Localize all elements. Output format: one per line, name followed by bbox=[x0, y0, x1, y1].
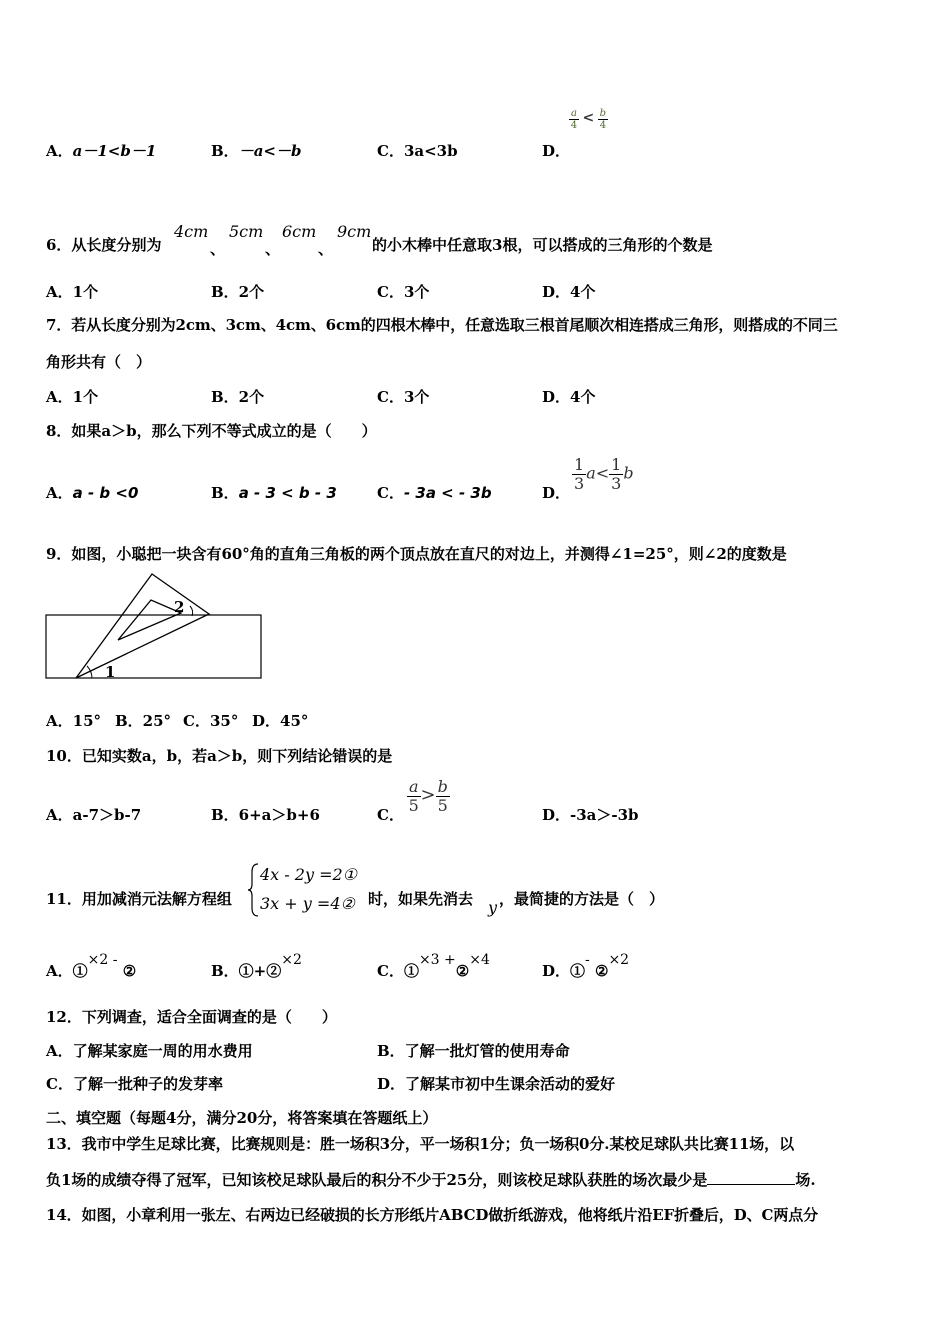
q11-option-b: B．①+②×2 bbox=[211, 952, 302, 980]
q9-stem: 9．如图，小聪把一块含有60°角的直角三角板的两个顶点放在直尺的对边上，并测得∠1=25°，则∠2的度数是 bbox=[46, 545, 787, 563]
q10-option-b: B．6+a＞b+6 bbox=[211, 806, 320, 824]
q6-option-c: C．3个 bbox=[377, 283, 430, 301]
q11-option-a: A．①×2 - ② bbox=[46, 952, 137, 980]
q6-length-3: 6cm bbox=[282, 222, 317, 241]
q6-length-4: 9cm bbox=[337, 222, 372, 241]
q6-stem-suffix: 的小木棒中任意取3根，可以搭成的三角形的个数是 bbox=[372, 236, 713, 254]
q11-stem-prefix: 11．用加减消元法解方程组 bbox=[46, 890, 232, 908]
q9-option-c: C．35° bbox=[183, 712, 239, 730]
q5-option-d-math: $\frac{a}{4}$ < $\frac{b}{4}$ bbox=[570, 108, 607, 131]
q8-option-a: A．a - b <0 bbox=[46, 484, 139, 502]
q13-stem-line1: 13．我市中学生足球比赛，比赛规则是：胜一场积3分，平一场积1分；负一场积0分.某校足球队共比赛11场，以 bbox=[46, 1135, 794, 1153]
q5-option-b: B．－a<－b bbox=[211, 142, 302, 160]
q6-sep-3: 、 bbox=[318, 240, 334, 258]
q12-option-d: D．了解某市初中生课余活动的爱好 bbox=[377, 1075, 616, 1093]
q12-option-c: C．了解一批种子的发芽率 bbox=[46, 1075, 223, 1093]
q6-length-1: 4cm bbox=[174, 222, 209, 241]
q10-option-c-math: $\frac{a}{5}$ > $\frac{b}{5}$ bbox=[408, 777, 448, 815]
q9-option-b: B．25° bbox=[115, 712, 172, 730]
q6-length-2: 5cm bbox=[229, 222, 264, 241]
q6-option-d: D．4个 bbox=[542, 283, 596, 301]
q11-brace bbox=[248, 862, 260, 918]
q11-equation-1: 4x - 2y =2① bbox=[260, 865, 358, 884]
triangle-outer bbox=[76, 574, 209, 678]
angle1-label: 1 bbox=[105, 663, 116, 681]
q8-option-c: C．- 3a < - 3b bbox=[377, 484, 492, 502]
q7-option-b: B．2个 bbox=[211, 388, 265, 406]
q8-option-d-label: D． bbox=[542, 484, 571, 502]
triangle-inner bbox=[118, 600, 181, 640]
q11-stem-mid: 时，如果先消去 bbox=[368, 890, 474, 908]
q10-option-d: D．-3a＞-3b bbox=[542, 806, 639, 824]
q7-stem-line2: 角形共有（ ） bbox=[46, 353, 152, 371]
q6-option-a: A．1个 bbox=[46, 283, 99, 301]
section2-heading: 二、填空题（每题4分，满分20分，将答案填在答题纸上） bbox=[46, 1109, 438, 1127]
q11-option-d: D．①- ②×2 bbox=[542, 952, 630, 980]
q7-stem-line1: 7．若从长度分别为2cm、3cm、4cm、6cm的四根木棒中，任意选取三根首尾顺次相连搭成三角形，则搭成的不同三 bbox=[46, 316, 838, 334]
q9-figure bbox=[40, 568, 270, 684]
q6-option-b: B．2个 bbox=[211, 283, 265, 301]
q13-answer-blank[interactable] bbox=[707, 1170, 795, 1185]
q11-equation-2: 3x + y =4② bbox=[260, 894, 355, 913]
q8-option-b: B．a - 3 < b - 3 bbox=[211, 484, 337, 502]
angle2-label: 2 bbox=[174, 598, 185, 616]
q9-option-d: D．45° bbox=[252, 712, 309, 730]
q7-option-c: C．3个 bbox=[377, 388, 430, 406]
q11-stem-suffix: ，最简捷的方法是（ ） bbox=[499, 890, 665, 908]
q8-stem: 8．如果a＞b，那么下列不等式成立的是（ ） bbox=[46, 422, 377, 440]
q7-option-d: D．4个 bbox=[542, 388, 596, 406]
q9-option-a: A．15° bbox=[46, 712, 102, 730]
q11-variable: y bbox=[488, 898, 498, 917]
q12-stem: 12．下列调查，适合全面调查的是（ ） bbox=[46, 1008, 337, 1026]
q7-option-a: A．1个 bbox=[46, 388, 99, 406]
q10-stem: 10．已知实数a，b，若a＞b，则下列结论错误的是 bbox=[46, 747, 393, 765]
q6-sep-1: 、 bbox=[210, 240, 226, 258]
q5-option-d: D． bbox=[542, 142, 571, 160]
q14-stem-line1: 14．如图，小章利用一张左、右两边已经破损的长方形纸片ABCD做折纸游戏，他将纸片沿EF折叠后，D、C两点分 bbox=[46, 1206, 819, 1224]
q10-option-c-label: C． bbox=[377, 806, 404, 824]
q8-option-d-math: $\frac{1}{3}$ a< $\frac{1}{3}$ b bbox=[574, 455, 634, 493]
q5-option-a: A．a－1<b－1 bbox=[46, 142, 157, 160]
q5-option-c: C．3a<3b bbox=[377, 142, 458, 160]
q10-option-a: A．a-7＞b-7 bbox=[46, 806, 142, 824]
q11-option-c: C．①×3 +②×4 bbox=[377, 952, 490, 980]
q12-option-b: B．了解一批灯管的使用寿命 bbox=[377, 1042, 570, 1060]
q12-option-a: A．了解某家庭一周的用水费用 bbox=[46, 1042, 253, 1060]
q6-stem-prefix: 6．从长度分别为 bbox=[46, 236, 162, 254]
q6-sep-2: 、 bbox=[265, 240, 281, 258]
q13-stem-line2: 负1场的成绩夺得了冠军，已知该校足球队最后的积分不少于25分，则该校足球队获胜的场次最少是 场. bbox=[46, 1171, 816, 1189]
